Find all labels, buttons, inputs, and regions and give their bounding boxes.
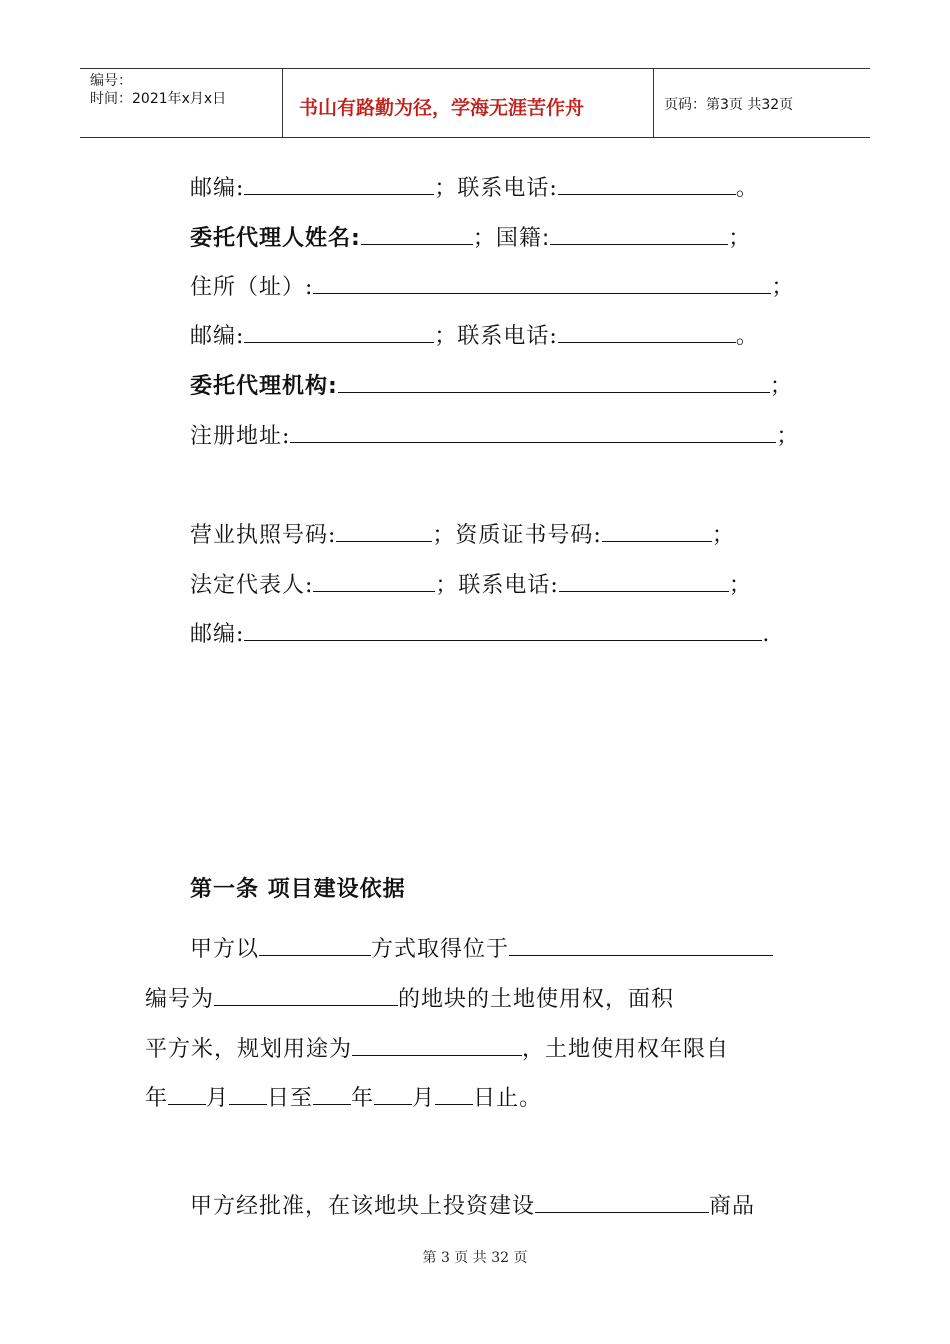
reg-address-label: 注册地址: [190,424,291,449]
agent-org-label: 委托代理机构: [190,374,338,399]
blank-field [361,222,473,245]
blank-field [509,933,773,956]
license-label: 营业执照号码: [190,523,337,548]
blank-field [558,172,736,195]
postcode-label: 邮编: [190,176,245,201]
postcode-line-1 [190,172,759,204]
phone-label: ；联系电话: [435,573,559,598]
blank-field [244,618,762,641]
text-segment: 平方米，规划用途为 [145,1037,353,1062]
text-segment: ，土地使用权年限自 [522,1037,730,1062]
blank-field [374,1082,412,1105]
agent-name-line [190,222,751,254]
text-segment: 编号为 [145,987,215,1012]
postcode-label: 邮编: [190,324,245,349]
postcode-line-3 [190,618,770,650]
header-page-cell [654,69,870,137]
blank-field [602,519,712,542]
paragraph-line-4 [145,1082,542,1114]
doc-number-label: 编号： [90,73,132,89]
postcode-label: 邮编: [190,622,245,647]
text-segment: 甲方经批准，在该地块上投资建设 [190,1194,536,1219]
blank-field [559,569,729,592]
punctuation: 。 [735,324,759,349]
text-segment: 年 [351,1086,375,1111]
text-segment: 日至 [267,1086,314,1111]
blank-field [244,320,434,343]
punctuation: ； [711,523,735,548]
doc-time-label: 时间：2021年x月x日 [90,91,227,107]
blank-field [244,172,434,195]
blank-field [535,1190,709,1213]
text-segment: 日止。 [473,1086,543,1111]
legal-rep-label: 法定代表人: [190,573,314,598]
text-segment: 商品 [709,1194,756,1219]
text-segment: 月 [412,1086,436,1111]
header-page-info: 页码：第3页 共32页 [664,97,794,113]
page-header [80,68,870,138]
punctuation: . [762,622,771,647]
article-title: 第一条 项目建设依据 [190,877,406,902]
blank-field [550,222,728,245]
address-label: 住所（址）: [190,275,314,300]
legal-rep-line [190,569,752,601]
blank-field [229,1082,267,1105]
address-line [190,271,794,303]
blank-field [336,519,432,542]
nationality-label: ；国籍: [472,226,551,251]
paragraph-line-2 [145,983,674,1015]
blank-field [259,933,371,956]
postcode-line-2 [190,320,759,352]
blank-field [435,1082,473,1105]
text-segment: 甲方以 [190,937,260,962]
header-motto-cell [283,69,654,137]
punctuation: 。 [735,176,759,201]
blank-field [338,370,770,393]
punctuation: ； [728,573,752,598]
text-segment: 的地块的土地使用权，面积 [398,987,675,1012]
page-footer: 第 3 页 共 32 页 [422,1250,528,1266]
blank-field [558,320,736,343]
blank-field [290,420,776,443]
punctuation: ； [771,275,795,300]
blank-field [214,983,398,1006]
header-motto: 书山有路勤为径，学海无涯苦作舟 [299,97,585,119]
punctuation: ； [769,374,793,399]
paragraph-line-3 [145,1033,729,1065]
phone-label: ；联系电话: [434,324,558,349]
punctuation: ； [728,226,752,251]
punctuation: ； [776,424,800,449]
blank-field [313,271,771,294]
blank-field [313,1082,351,1105]
blank-field [352,1033,522,1056]
qualification-label: ；资质证书号码: [432,523,602,548]
blank-field [313,569,435,592]
paragraph-line-5 [190,1190,755,1222]
agent-name-label: 委托代理人姓名: [190,226,361,251]
paragraph-line-1 [190,933,773,965]
license-line [190,519,735,551]
reg-address-line [190,420,799,452]
text-segment: 方式取得位于 [371,937,510,962]
phone-label: ；联系电话: [434,176,558,201]
text-segment: 年 [145,1086,169,1111]
agent-org-line [190,370,793,402]
header-meta [80,69,283,137]
blank-field [168,1082,206,1105]
text-segment: 月 [206,1086,230,1111]
